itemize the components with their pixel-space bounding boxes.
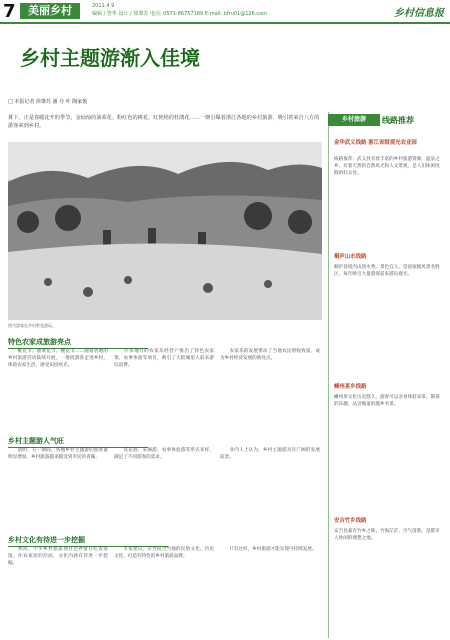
column-text: 然而，不少乡村旅游项目还停留在吃农家饭、住农家屋的层面，文化内涵有待进一步挖掘。 [8,547,108,566]
column-text: 业内人士认为，乡村主题游具有广阔的发展前景。 [220,448,320,460]
sidebar-item-title: 安吉竹乡线路 [334,518,367,524]
editor-info [92,2,267,18]
column-text: 农家乐的发展带动了当地农民增收致富，成为乡村经济发展的新亮点。 [220,349,320,361]
sidebar-item-body: 安吉县素有竹乡之称，竹海茫茫，空气清新，是都市人休闲的理想之地。 [334,529,440,541]
newspaper-brand: 乡村信息报 [394,8,444,19]
article-photo [8,142,322,320]
article-byline: □ 本报记者 徐肇苏 潘 丹 叶 陶家俊 [8,99,88,105]
article-headline: 乡村主题游渐入佳境 [20,46,200,70]
section-banner: 美丽乡村 [20,3,80,19]
column-text: 清明、五一期间，各地乡村主题游的游客量明显增加，乡村旅游越来越受到市民的青睐。 [8,448,108,460]
page-header [0,0,450,24]
photo-caption: 图为游客在乡村赏花游玩。 [8,323,56,328]
sidebar-title: 线路推荐 [382,116,414,125]
sidebar-item-body: 嵊州茶文化历史悠久，游客可以亲身体验采茶、制茶的乐趣，品尝地道的越乡名茶。 [334,395,440,407]
section-heading-1: 特色农家成旅游亮点 [8,337,148,349]
sidebar-tag: 乡村旅游 [328,114,380,126]
issue-date: 2011.4.9 [92,3,115,9]
column-text: 只有这样，乡村旅游才能实现可持续发展。 [220,547,317,552]
section-heading-3: 乡村文化有待进一步挖掘 [8,535,168,547]
column-text: 专家建议，应当结合当地的民俗文化、历史文化，打造有特色的乡村旅游品牌。 [114,547,214,559]
column-text: 桃花节、油菜花节、樱花节……随着各地的乡村旅游活动陆续开展，一批批游客走进乡村，体验农家生活，感受田园风光。 [8,349,108,368]
section-heading-2: 乡村主题游人气旺 [8,436,148,448]
sidebar-item-title: 嵊州茶乡线路 [334,384,367,390]
sidebar-item-title: 金华武义线路 浙江省级观光农业园 [334,140,417,146]
article-lead: 暮下，正是春暖花开的季节，金灿灿的油菜花、粉红色的桃花、红艳艳的杜鹃花……一朝引爆着浙江各地的乡村旅游，吸引着来自八方的游客来到乡村。 [8,115,320,129]
page-number: 7 [3,1,16,22]
column-text: 许多地方的农家乐经营户推出了特色农家菜、农事体验等项目，吸引了大批城里人前来游玩消费。 [114,349,214,368]
column-text: 赏花游、采摘游、农事体验游等形式多样，满足了不同游客的需求。 [114,448,214,460]
sidebar-item-title: 桐庐山水线路 [334,254,367,260]
sidebar-item-body: 桐庐县境内山清水秀，景色宜人，是国家级风景名胜区，每年吸引大量游客前来游玩观光。 [334,265,440,277]
editor-contact: 编辑 / 曾华 设计 / 徐肇苏 电话: 0571-86757189 E-mail: bfru01@126.com [92,11,268,17]
sidebar-item-body: 线路推荐：武义县有着丰富的乡村旅游资源，温泉之乡，有着天然的自然风光和人文景观，是人们休闲度假的好去处。 [334,157,440,176]
